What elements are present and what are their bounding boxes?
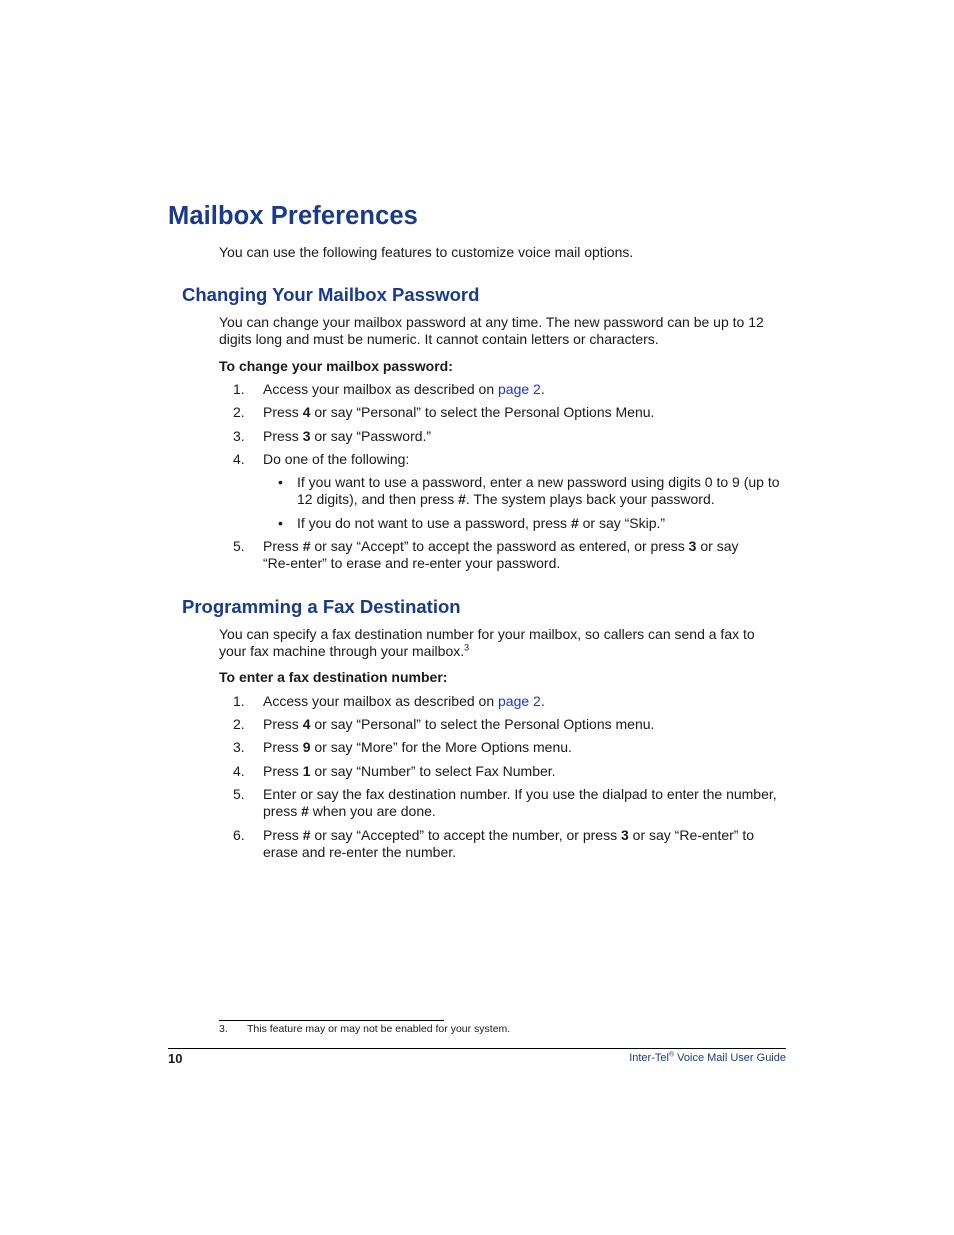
bullet-item: If you do not want to use a password, press # or say “Skip.”	[297, 515, 666, 531]
step-number: 3.	[233, 739, 245, 755]
guide-title: Inter-Tel® Voice Mail User Guide	[629, 1051, 786, 1064]
intro-text: You can use the following features to customize voice mail options.	[219, 244, 634, 260]
step-number: 1.	[233, 693, 245, 709]
step-item: Press 4 or say “Personal” to select the Personal Options menu.	[263, 716, 655, 732]
step-number: 5.	[233, 786, 245, 802]
page-link[interactable]: page 2	[498, 381, 541, 397]
section-para-fax: You can specify a fax destination number for your mailbox, so callers can send a fax to your fax machine through your mailbox.$^3$	[219, 626, 755, 659]
footnote-ref[interactable]: 3	[464, 642, 470, 653]
page-title: Mailbox Preferences	[168, 202, 418, 230]
step-item: Press # or say “Accepted” to accept the number, or press 3 or say “Re-enter” to erase and re-enter the number.	[263, 827, 755, 860]
step-number: 5.	[233, 538, 245, 554]
step-number: 4.	[233, 451, 245, 467]
step-item: Press 4 or say “Personal” to select the Personal Options Menu.	[263, 404, 655, 420]
step-number: 1.	[233, 381, 245, 397]
section-heading-fax: Programming a Fax Destination	[182, 596, 461, 617]
step-number: 6.	[233, 827, 245, 843]
procedure-title-password: To change your mailbox password:	[219, 358, 453, 374]
procedure-title-fax: To enter a fax destination number:	[219, 669, 448, 685]
step-item: Enter or say the fax destination number. If you use the dialpad to enter the number, press # when you are done.	[263, 786, 777, 819]
section-para-password: You can change your mailbox password at any time. The new password can be up to 12 digits long and must be numeric. It cannot contain letters or characters.	[219, 314, 764, 347]
page-link[interactable]: page 2	[498, 693, 541, 709]
step-item: Access your mailbox as described on page 2.	[263, 381, 545, 397]
footnote-text: This feature may or may not be enabled for your system.	[247, 1023, 511, 1035]
section-heading-password: Changing Your Mailbox Password	[182, 284, 480, 305]
step-item: Press 9 or say “More” for the More Options menu.	[263, 739, 572, 755]
page-number: 10	[168, 1051, 183, 1066]
step-item: Access your mailbox as described on page 2.	[263, 693, 545, 709]
step-item: Press 1 or say “Number” to select Fax Number.	[263, 763, 556, 779]
step-number: 2.	[233, 716, 245, 732]
step-number: 3.	[233, 428, 245, 444]
step-number: 4.	[233, 763, 245, 779]
footnote-number: 3.	[219, 1023, 228, 1035]
footer-divider	[168, 1048, 786, 1049]
bullet-item: If you want to use a password, enter a new password using digits 0 to 9 (up to 12 digits), and then press #. The system plays back your password.	[297, 474, 780, 507]
bullet-icon: •	[278, 515, 283, 531]
step-item: Press 3 or say “Password.”	[263, 428, 432, 444]
bullet-icon: •	[278, 474, 283, 490]
step-item: Press # or say “Accept” to accept the password as entered, or press 3 or say “Re-enter” to erase and re-enter your password.	[263, 538, 739, 571]
step-item: Do one of the following:	[263, 451, 410, 467]
step-number: 2.	[233, 404, 245, 420]
footnote-divider	[219, 1020, 444, 1021]
